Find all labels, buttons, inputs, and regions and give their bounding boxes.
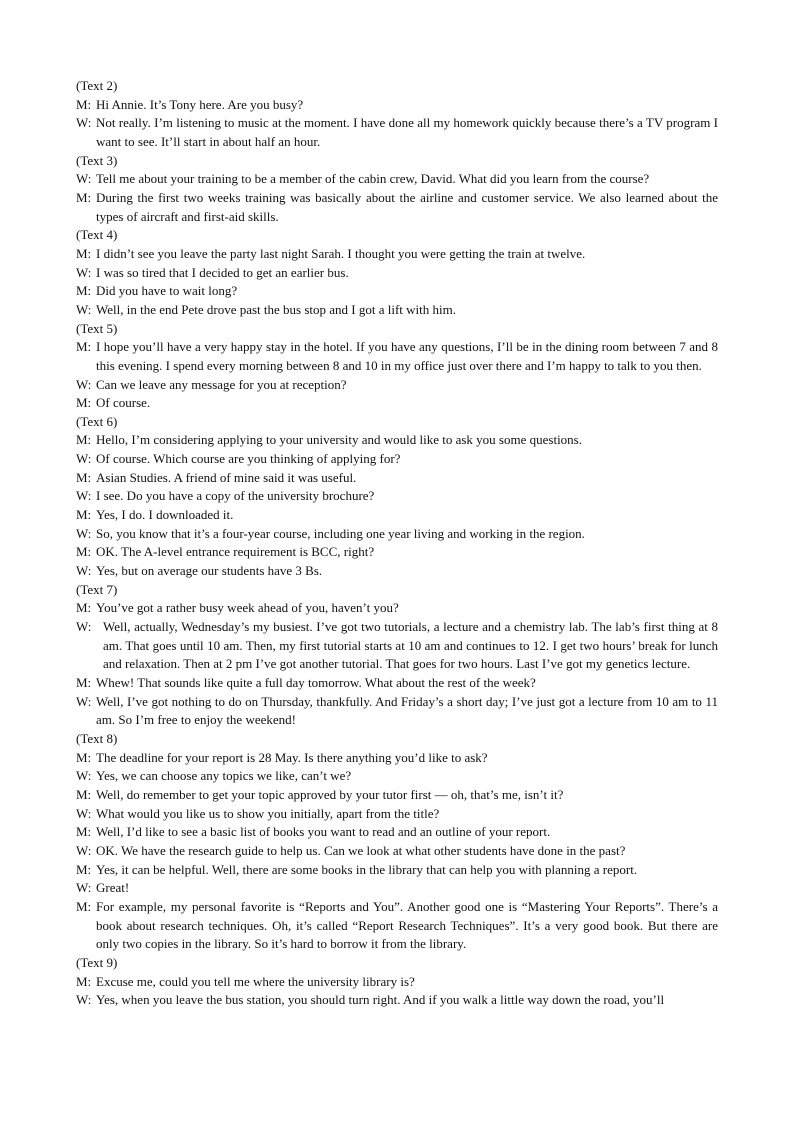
speaker-tag: W: [76, 768, 92, 784]
utterance-text: OK. We have the research guide to help us. Can we look at what other students have done in the past? [96, 842, 626, 858]
speaker-tag: W: [76, 880, 92, 896]
dialogue-line [76, 525, 718, 544]
utterance-text: I was so tired that I decided to get an earlier bus. [96, 264, 349, 280]
speaker-tag: M: [76, 245, 92, 261]
speaker-tag: W: [76, 693, 92, 709]
dialogue-line [76, 842, 718, 861]
dialogue-line [76, 879, 718, 898]
dialogue-line [76, 599, 718, 618]
speaker-tag: M: [76, 749, 92, 765]
dialogue-line [76, 450, 718, 469]
dialogue-line [76, 114, 718, 151]
speaker-tag: M: [76, 824, 92, 840]
utterance-text: Hi Annie. It’s Tony here. Are you busy? [96, 96, 304, 112]
utterance-text: Asian Studies. A friend of mine said it was useful. [96, 469, 357, 485]
section-label: (Text 2) [76, 78, 118, 93]
speaker-tag: W: [76, 376, 92, 392]
dialogue-line [76, 674, 718, 693]
section-label: (Text 3) [76, 152, 118, 168]
utterance-text: Yes, when you leave the bus station, you should turn right. And if you walk a little way down the road, you’ll [96, 992, 665, 1008]
utterance-text: Did you have to wait long? [96, 283, 238, 299]
speaker-tag: M: [76, 507, 92, 523]
speaker-tag: M: [76, 861, 92, 877]
speaker-tag: M: [76, 675, 92, 690]
dialogue-line [76, 376, 718, 395]
dialogue-line [76, 693, 718, 730]
speaker-tag: M: [76, 432, 92, 448]
utterance-text: Can we leave any message for you at reception? [96, 376, 347, 392]
speaker-tag: W: [76, 842, 92, 858]
speaker-tag: M: [76, 283, 92, 299]
transcript-body [76, 77, 718, 1010]
section-label: (Text 8) [76, 730, 118, 746]
utterance-text: Well, I’ve got nothing to do on Thursday, thankfully. And Friday’s a short day; I’ve just got a lecture from 10 am to 11 am. So I’m free to enjoy the weekend! [96, 693, 718, 728]
utterance-text: Hello, I’m considering applying to your university and would like to ask you some questions. [96, 432, 582, 448]
utterance-text: For example, my personal favorite is “Reports and You”. Another good one is “Mastering Your Reports”. There’s a book about research techniques. Oh, it’s called “Report Research Techniques”. It’s a very good book. But there are only two copies in the library. So it’s hard to borrow it from the library. [96, 898, 718, 952]
utterance-text: Yes, we can choose any topics we like, can’t we? [96, 768, 352, 784]
speaker-tag: W: [76, 488, 92, 504]
section-label: (Text 4) [76, 227, 118, 243]
dialogue-line [76, 245, 718, 264]
dialogue-line [76, 189, 718, 226]
speaker-tag: M: [76, 544, 92, 560]
dialogue-line [76, 394, 718, 413]
speaker-tag: W: [76, 171, 92, 187]
utterance-text: Yes, it can be helpful. Well, there are some books in the library that can help you with planning a report. [96, 861, 638, 877]
section-label: (Text 7) [76, 581, 118, 597]
utterance-text: Of course. [96, 395, 151, 411]
speaker-tag: M: [76, 469, 92, 485]
speaker-tag: M: [76, 395, 92, 411]
section-label: (Text 5) [76, 320, 118, 336]
utterance-text: Well, do remember to get your topic approved by your tutor first — oh, that’s me, isn’t it? [96, 786, 564, 802]
dialogue-line [76, 749, 718, 768]
speaker-tag: M: [76, 339, 92, 355]
dialogue-line [76, 543, 718, 562]
utterance-text: Well, in the end Pete drove past the bus stop and I got a lift with him. [96, 301, 457, 317]
dialogue-line [76, 786, 718, 805]
utterance-text: Well, I’d like to see a basic list of books you want to read and an outline of your report. [96, 824, 551, 840]
utterance-text: I hope you’ll have a very happy stay in the hotel. If you have any questions, I’ll be in the dining room between 7 and 8 this evening. I spend every morning between 8 and 10 in my office just over there and I’m happy to talk to you then. [96, 339, 718, 373]
dialogue-line [76, 506, 718, 525]
section-label: (Text 9) [76, 954, 118, 970]
utterance-text: Yes, but on average our students have 3 Bs. [96, 563, 323, 579]
speaker-tag: W: [76, 451, 92, 467]
utterance-text: You’ve got a rather busy week ahead of you, haven’t you? [96, 600, 399, 616]
speaker-tag: W: [76, 805, 92, 821]
utterance-text: What would you like us to show you initially, apart from the title? [96, 805, 440, 821]
speaker-tag: M: [76, 189, 92, 205]
dialogue-line [76, 469, 718, 488]
utterance-text: I see. Do you have a copy of the university brochure? [96, 488, 375, 504]
dialogue-line [76, 487, 718, 506]
dialogue-line [76, 898, 718, 954]
utterance-text: I didn’t see you leave the party last night Sarah. I thought you were getting the train at twelve. [96, 245, 586, 261]
utterance-text: During the first two weeks training was basically about the airline and customer service. We also learned about the types of aircraft and first-aid skills. [96, 189, 718, 224]
utterance-text: Well, actually, Wednesday’s my busiest. I’ve got two tutorials, a lecture and a chemistry lab. The lab’s first thing at 8 am. That goes until 10 am. Then, my first tutorial starts at 10 am and continues to 12. I get two hours’ break for lunch and relaxation. Then at 2 pm I’ve got another tutorial. That goes for two hours. Last I’ve got my genetics lecture. [103, 619, 718, 672]
dialogue-line [76, 991, 718, 1010]
utterance-text: Not really. I’m listening to music at the moment. I have done all my homework quickly because there’s a TV program I want to see. It’ll start in about half an hour. [96, 115, 718, 149]
speaker-tag: M: [76, 786, 92, 802]
speaker-tag: W: [76, 264, 92, 280]
utterance-text: OK. The A-level entrance requirement is BCC, right? [96, 544, 375, 560]
section-label: (Text 6) [76, 413, 118, 429]
dialogue-line [76, 170, 718, 189]
speaker-tag: W: [76, 301, 92, 317]
speaker-tag: M: [76, 973, 92, 989]
speaker-tag: M: [76, 96, 92, 112]
dialogue-line [76, 431, 718, 450]
dialogue-line [76, 338, 718, 375]
speaker-tag: W: [76, 563, 92, 579]
utterance-text: Whew! That sounds like quite a full day tomorrow. What about the rest of the week? [96, 675, 536, 690]
dialogue-line [76, 301, 718, 320]
speaker-tag: W: [76, 992, 92, 1008]
utterance-text: Great! [96, 880, 130, 896]
speaker-tag: W: [76, 619, 92, 635]
dialogue-line [76, 618, 718, 674]
speaker-tag: M: [76, 898, 92, 914]
speaker-tag: W: [76, 115, 92, 131]
utterance-text: Yes, I do. I downloaded it. [96, 507, 234, 523]
dialogue-line [76, 861, 718, 880]
speaker-tag: W: [76, 525, 92, 541]
utterance-text: So, you know that it’s a four-year course, including one year living and working in the region. [96, 525, 585, 541]
utterance-text: The deadline for your report is 28 May. Is there anything you’d like to ask? [96, 749, 488, 765]
speaker-tag: M: [76, 600, 92, 616]
utterance-text: Of course. Which course are you thinking of applying for? [96, 451, 401, 467]
dialogue-line [76, 562, 718, 581]
utterance-text: Tell me about your training to be a member of the cabin crew, David. What did you learn from the course? [96, 171, 650, 187]
dialogue-line [76, 282, 718, 301]
dialogue-line [76, 264, 718, 283]
dialogue-line [76, 805, 718, 824]
dialogue-line [76, 973, 718, 992]
utterance-text: Excuse me, could you tell me where the university library is? [96, 973, 415, 989]
dialogue-line [76, 767, 718, 786]
dialogue-line [76, 96, 718, 115]
dialogue-line [76, 823, 718, 842]
